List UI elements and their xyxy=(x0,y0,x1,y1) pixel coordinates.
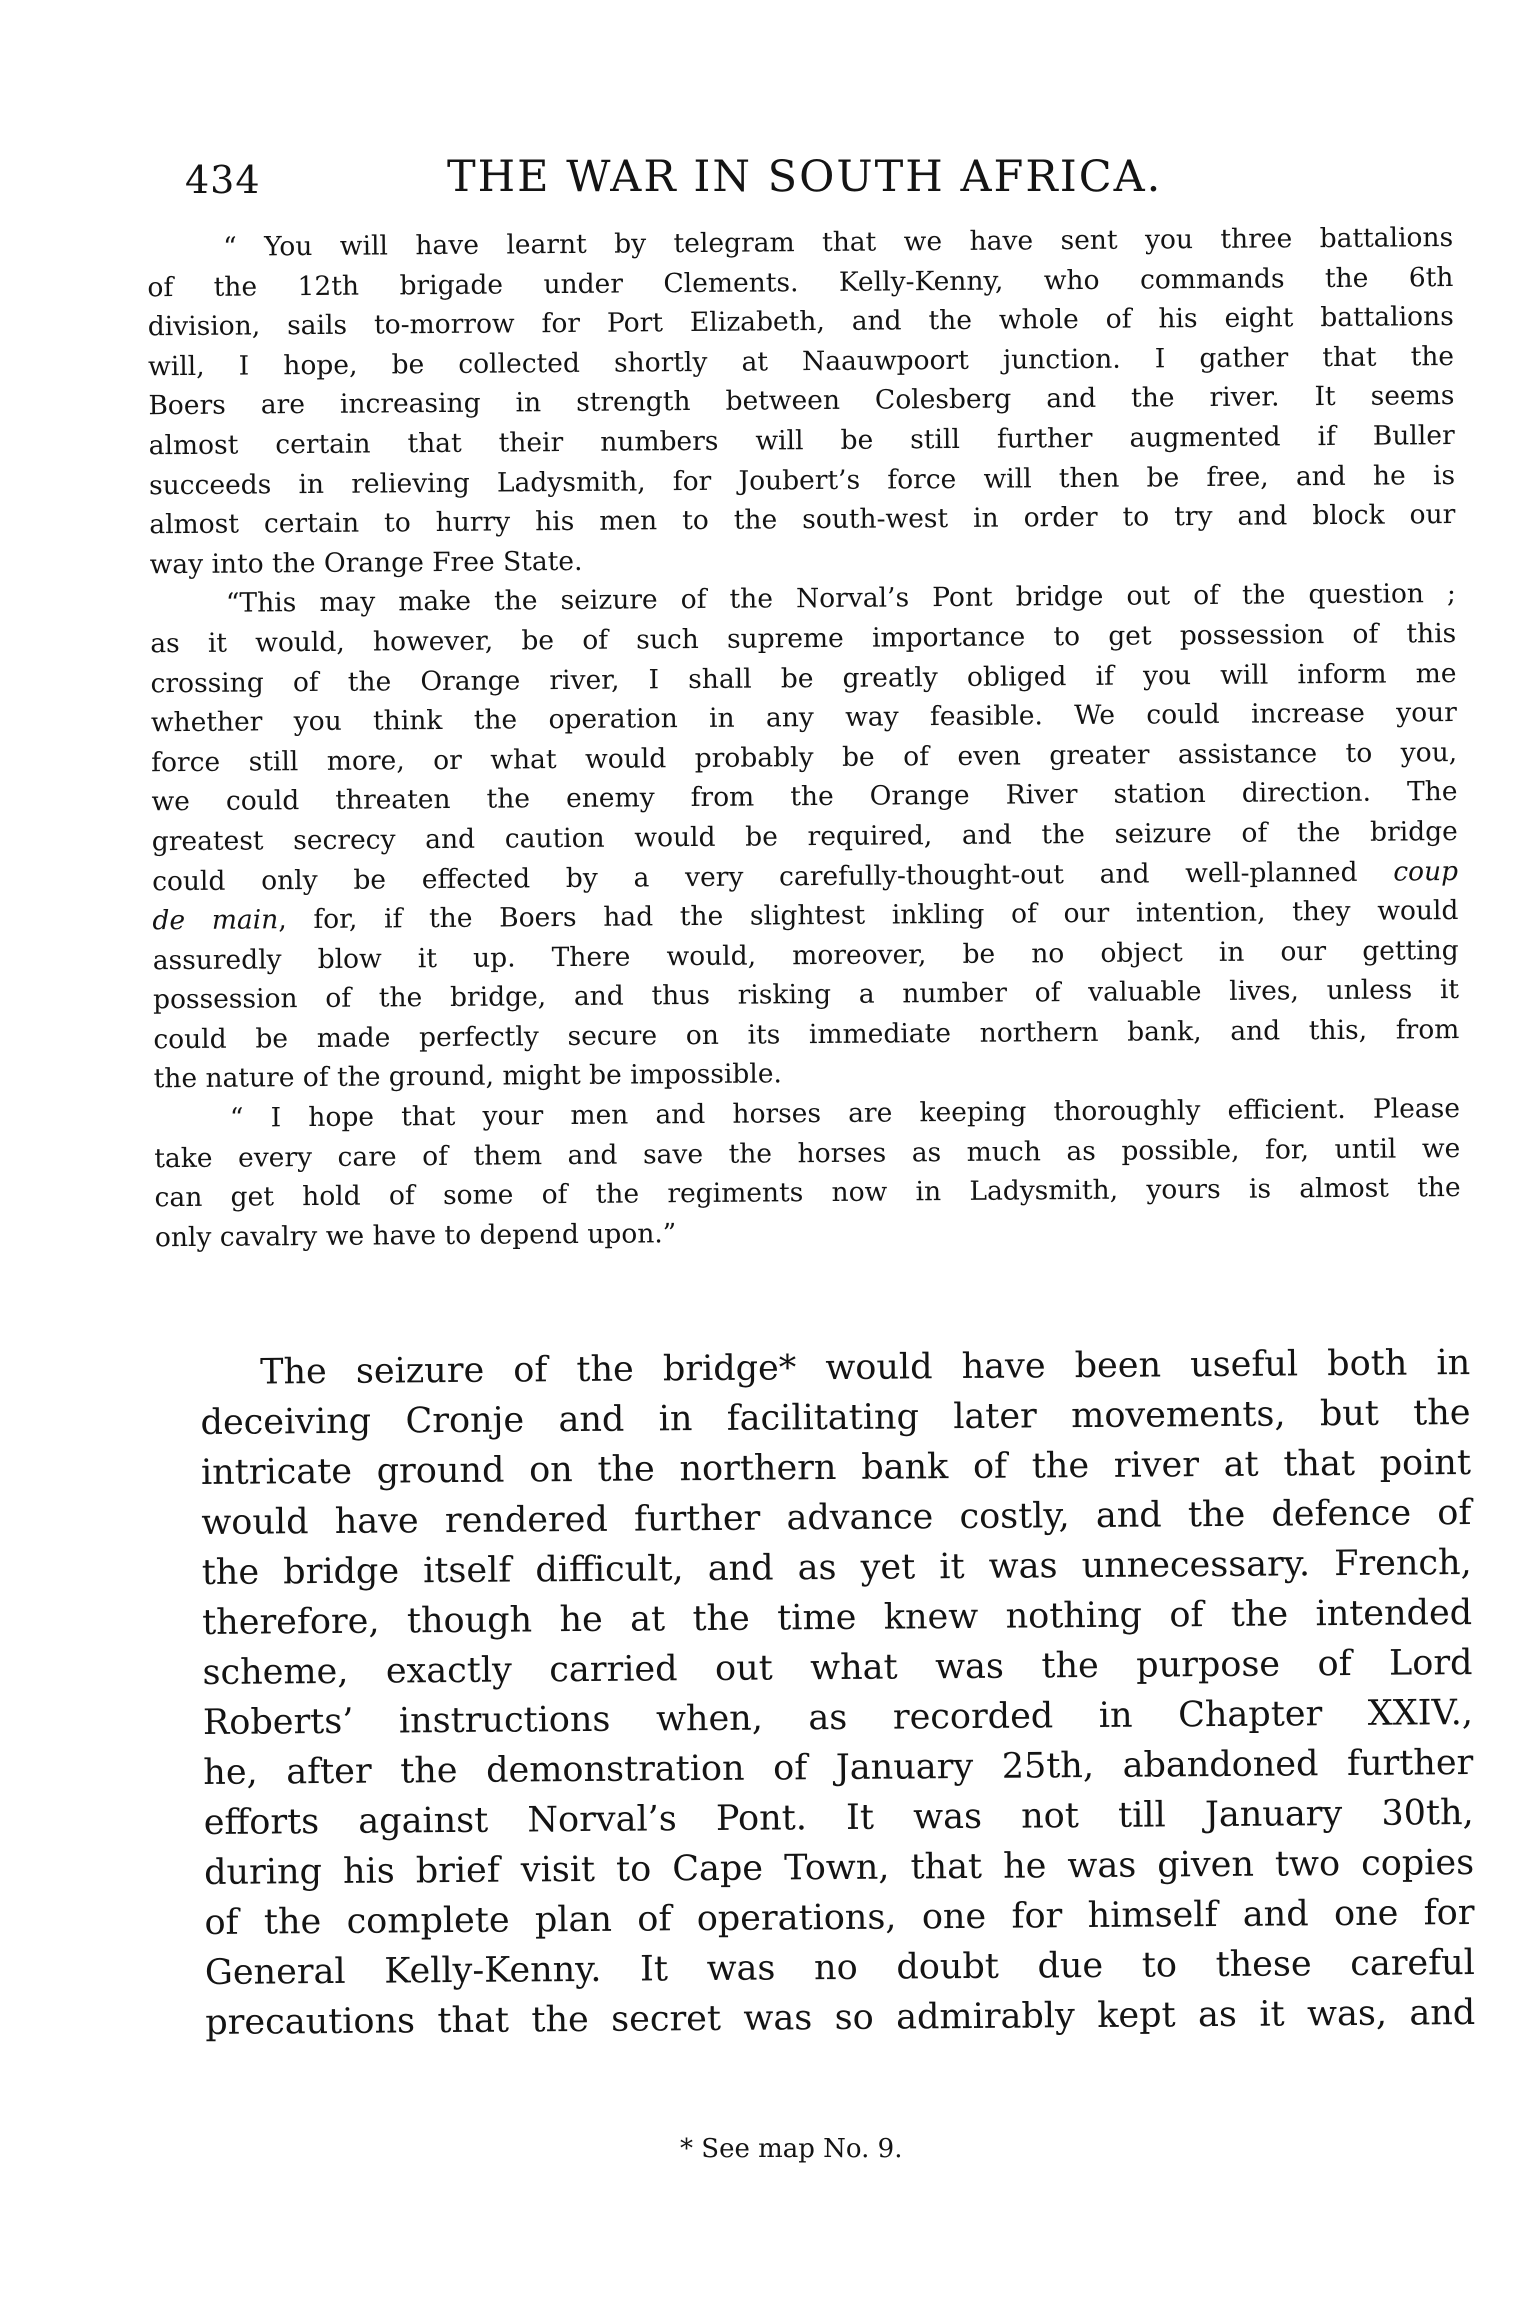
italic-term: de main xyxy=(152,904,279,937)
text-line: take every care of them and save the horses as much as possible, for, until we xyxy=(154,1132,1461,1174)
text-line: of the 12th brigade under Clements. Kelly-Kenny, who commands the 6th xyxy=(147,261,1454,303)
text-line: of the complete plan of operations, one for himself and one for xyxy=(204,1893,1475,1943)
text-line: he, after the demonstration of January 25th, abandoned further xyxy=(203,1743,1474,1793)
text-line: therefore, though he at the time knew nothing of the intended xyxy=(202,1593,1473,1643)
text-line: could be made perfectly secure on its immediate northern bank, and this, from xyxy=(153,1013,1460,1056)
text-line: greatest secrecy and caution would be required, and the seizure of the bridge xyxy=(151,815,1458,858)
body-paragraph xyxy=(200,1338,1475,2048)
text-line: “ You will have learnt by telegram that we have sent you three battalions xyxy=(223,222,1454,263)
page-number: 434 xyxy=(185,158,261,202)
body-text xyxy=(200,1338,1475,2048)
text-line: almost certain to hurry his men to the south-west in order to try and block our xyxy=(149,499,1456,541)
text-line: deceiving Cronje and in facilitating later movements, but the xyxy=(200,1393,1471,1443)
text-line: division, sails to-morrow for Port Elizabeth, and the whole of his eight battalions xyxy=(147,301,1454,343)
text-line: during his brief visit to Cape Town, that he was given two copies xyxy=(203,1843,1475,1893)
text-segment: , for, if the Boers had the slightest inkling of our intention, they would xyxy=(278,895,1459,936)
text-line: Boers are increasing in strength between Colesberg and the river. It seems xyxy=(148,380,1455,422)
quoted-letter xyxy=(147,218,1461,1257)
text-line: assuredly blow it up. There would, moreover, be no object in our getting xyxy=(152,934,1459,976)
text-line: precautions that the secret was so admirably kept as it was, and xyxy=(205,1993,1476,2043)
text-line: way into the Orange Free State. xyxy=(149,545,583,581)
text-line: only cavalry we have to depend upon.” xyxy=(154,1218,677,1254)
quote-paragraph-2 xyxy=(150,574,1460,1099)
running-title: THE WAR IN SOUTH AFRICA. xyxy=(447,152,1163,202)
quote-paragraph-1 xyxy=(147,218,1456,584)
text-line: succeeds in relieving Ladysmith, for Joubert’s force will then be free, and he is xyxy=(148,459,1456,501)
text-line: scheme, exactly carried out what was the purpose of Lord xyxy=(202,1643,1473,1693)
text-line: we could threaten the enemy from the Orange River station direction. The xyxy=(151,776,1458,818)
text-segment: could only be effected by a very carefully-thought-out and well-planned xyxy=(152,856,1358,897)
text-line: would have rendered further advance costly, and the defence of xyxy=(201,1493,1472,1543)
italic-term: coup xyxy=(1393,855,1459,888)
text-line: Roberts’ instructions when, as recorded in Chapter XXIV., xyxy=(202,1693,1474,1743)
text-line: General Kelly-Kenny. It was no doubt due to these careful xyxy=(204,1943,1476,1993)
text-line: whether you think the operation in any way feasible. We could increase your xyxy=(150,697,1457,739)
quote-paragraph-3 xyxy=(154,1089,1461,1257)
text-line: “ I hope that your men and horses are keeping thoroughly efficient. Please xyxy=(229,1093,1461,1134)
text-line: almost certain that their numbers will be still further augmented if Buller xyxy=(148,420,1455,462)
text-line: possession of the bridge, and thus risking a number of valuable lives, unless it xyxy=(152,974,1460,1016)
text-line: force still more, or what would probably be of even greater assistance to you, xyxy=(151,736,1458,779)
text-line: can get hold of some of the regiments now in Ladysmith, yours is almost the xyxy=(154,1172,1461,1214)
text-line: efforts against Norval’s Pont. It was not till January 30th, xyxy=(203,1793,1474,1843)
text-line: will, I hope, be collected shortly at Naauwpoort junction. I gather that the xyxy=(147,340,1455,383)
running-head xyxy=(185,152,1485,222)
text-line: the nature of the ground, might be impossible. xyxy=(153,1058,783,1095)
text-line: intricate ground on the northern bank of the river at that point xyxy=(200,1443,1472,1493)
text-line: crossing of the Orange river, I shall be greatly obliged if you will inform me xyxy=(150,657,1457,699)
text-line: “This may make the seizure of the Norval’s Pont bridge out of the question ; xyxy=(225,578,1457,620)
footnote: * See map No. 9. xyxy=(680,2134,903,2164)
text-line: the bridge itself difficult, and as yet it was unnecessary. French, xyxy=(201,1543,1472,1593)
text-line: as it would, however, be of such supreme importance to get possession of this xyxy=(150,617,1457,660)
text-line: The seizure of the bridge* would have been useful both in xyxy=(260,1343,1471,1393)
